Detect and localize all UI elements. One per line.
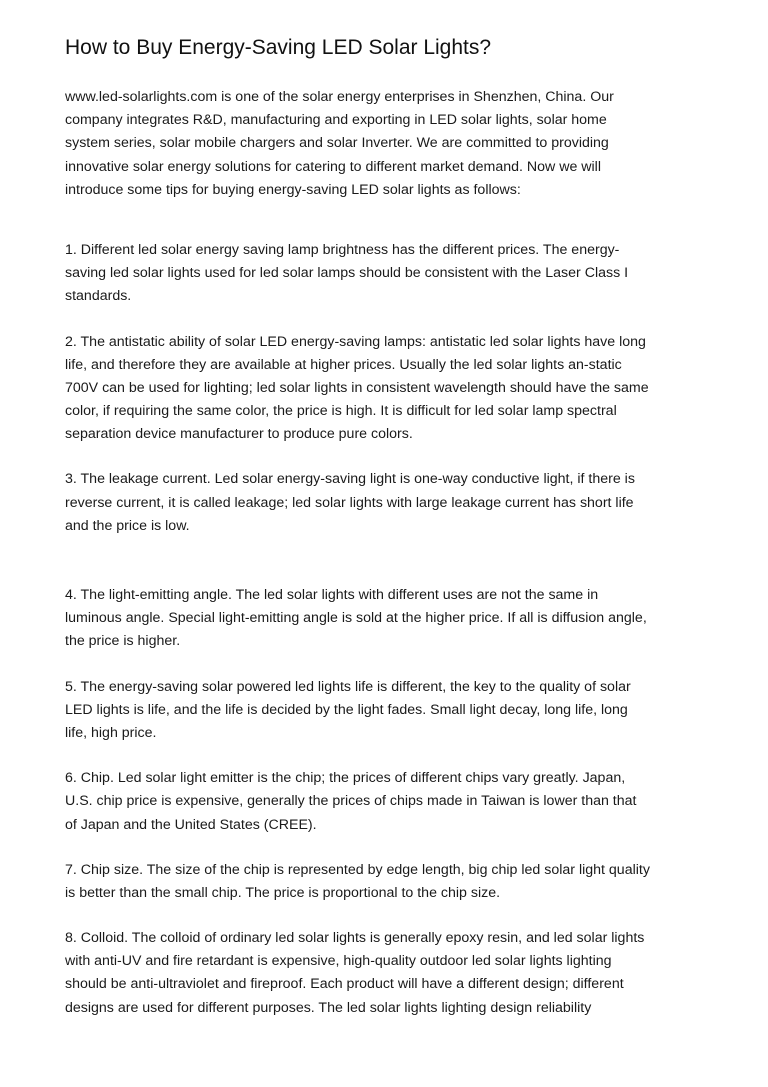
tip-line: 8. Colloid. The colloid of ordinary led solar lights is generally epoxy resin, and led solar lights [65,930,645,947]
spacer [65,446,715,468]
tip-6-paragraph [65,767,715,837]
tip-line: designs are used for different purposes. The led solar lights lighting design reliability [65,999,592,1016]
tip-line: 4. The light-emitting angle. The led solar lights with different uses are not the same in [65,587,599,603]
spacer [65,309,715,331]
tip-line: 3. The leakage current. Led solar energy-saving light is one-way conductive light, if there is [65,471,635,488]
tip-line: 1. Different led solar energy saving lamp brightness has the different prices. The energy- [65,241,620,258]
tip-1-paragraph [65,239,715,309]
tip-line: color, if requiring the same color, the price is high. It is difficult for led solar lamp spectral [65,403,617,420]
tip-line: with anti-UV and fire retardant is expensive, high-quality outdoor led solar lights lighting [65,953,612,970]
tip-line: 700V can be used for lighting; led solar lights in consistent wavelength should have the same [65,379,649,396]
intro-line: innovative solar energy solutions for catering to different market demand. Now we will [65,158,601,175]
tip-3-paragraph [65,468,715,538]
tip-line: luminous angle. Special light-emitting angle is sold at the higher price. If all is diffusion angle, [65,610,647,627]
document-page [65,32,715,1020]
tip-line: separation device manufacturer to produce pure colors. [65,426,413,443]
tip-line: 7. Chip size. The size of the chip is represented by edge length, big chip led solar light quality [65,861,650,878]
tip-4-paragraph [65,584,715,654]
intro-line: system series, solar mobile chargers and solar Inverter. We are committed to providing [65,135,609,152]
tip-line: 6. Chip. Led solar light emitter is the chip; the prices of different chips vary greatly. Japan, [65,770,626,787]
tip-line: the price is higher. [65,633,181,650]
spacer [65,538,715,584]
tip-line: reverse current, it is called leakage; led solar lights with large leakage current has short life [65,494,634,511]
spacer [65,202,715,239]
spacer [65,905,715,927]
tip-5-paragraph [65,676,715,746]
spacer [65,837,715,859]
tip-line: U.S. chip price is expensive, generally the prices of chips made in Taiwan is lower than that [65,793,637,810]
tip-line: standards. [65,288,132,305]
tip-line: and the price is low. [65,517,190,534]
page-title: How to Buy Energy-Saving LED Solar Lights? [65,36,492,59]
spacer [65,745,715,767]
tip-line: of Japan and the United States (CREE). [65,816,317,833]
intro-paragraph [65,86,715,202]
tip-line: LED lights is life, and the life is decided by the light fades. Small light decay, long life, long [65,701,628,718]
spacer [65,654,715,676]
tip-line: saving led solar lights used for led solar lamps should be consistent with the Laser Class I [65,265,629,282]
tip-2-paragraph [65,331,715,447]
tip-line: life, high price. [65,724,157,741]
tip-8-paragraph [65,927,715,1020]
intro-line: introduce some tips for buying energy-saving LED solar lights as follows: [65,181,521,198]
tip-line: 5. The energy-saving solar powered led lights life is different, the key to the quality of solar [65,678,631,695]
tip-line: is better than the small chip. The price is proportional to the chip size. [65,884,501,901]
tip-line: life, and therefore they are available at higher prices. Usually the led solar lights an-static [65,356,622,373]
tip-7-paragraph [65,859,715,905]
intro-line: www.led-solarlights.com is one of the solar energy enterprises in Shenzhen, China. Our [65,89,614,105]
intro-line: company integrates R&D, manufacturing and exporting in LED solar lights, solar home [65,112,607,129]
tip-line: should be anti-ultraviolet and fireproof. Each product will have a different design; different [65,976,624,993]
tip-line: 2. The antistatic ability of solar LED energy-saving lamps: antistatic led solar lights have long [65,333,646,350]
